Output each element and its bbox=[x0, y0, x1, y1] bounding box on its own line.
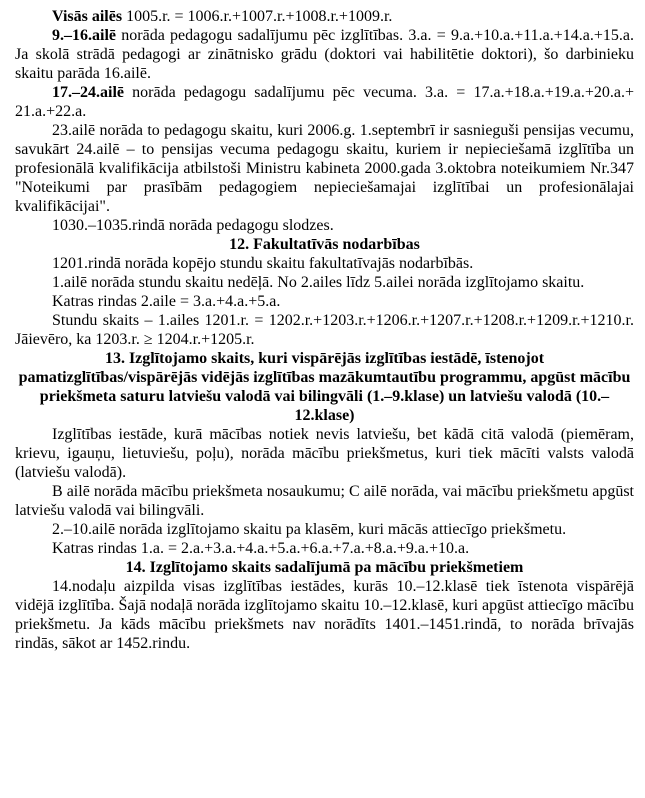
paragraph-katras-rindas-1a: Katras rindas 1.a. = 2.a.+​3.a.+​4.a.+​5.a.+​6.a.+​7.a.+​8.a.+​9.a.+​10.a. bbox=[52, 540, 470, 557]
paragraph-text: norāda pedagogu sadalījumu pēc izglītības. 3.a. = 9.a.+​10.a.+​11.a.+​14.a.+​15.a. Ja skolā strādā pedagogi ar zinātnisko grādu (doktori vai habilitētie doktori), šo darbinieku skaitu parāda 16.ailē. bbox=[15, 27, 634, 82]
paragraph-text: norāda pedagogu sadalījumu pēc vecuma. 3.a. = 17.a.+​18.a.+​19.a.+​20.a.+​21.a.+​22.a. bbox=[15, 84, 634, 120]
paragraph-b-aile-c-aile: B ailē norāda mācību priekšmeta nosaukumu; C ailē norāda, vai mācību priekšmetu apgūst latviešu valodā vai bilingvāli. bbox=[15, 483, 634, 519]
paragraph-9-16-aile bbox=[15, 26, 634, 83]
section-heading-12: 12. Fakultatīvās nodarbības bbox=[229, 236, 420, 253]
section-heading-13: 13. Izglītojamo skaits, kuri vispārējās izglītības iestādē, īstenojot pamatizglītības/vispārējās vidējās izglītības mazākumtautību programmu, apgūst mācību priekšmeta saturu latviešu valodā vai bilingvāli (1.–9.klase) un latviešu valodā (10.–12.klase) bbox=[18, 350, 631, 424]
bold-lead: 17.–24.ailē bbox=[52, 84, 124, 101]
paragraph-stundu-skaits: Stundu skaits – 1.ailes 1201.r. = 1202.r.+​1203.r.+​1206.r.+​1207.r.+​1208.r.+​1209.r.+​1210.r. Jāievēro, ka 1203.r. ≥ 1204.r.+1205.r. bbox=[15, 312, 634, 348]
paragraph-1201-rinda: 1201.rindā norāda kopējo stundu skaitu fakultatīvajās nodarbībās. bbox=[52, 255, 474, 272]
paragraph-2-10-aile: 2.–10.ailē norāda izglītojamo skaitu pa klasēm, kuri mācās attiecīgo priekšmetu. bbox=[52, 521, 567, 538]
paragraph-text: 1005.r. = 1006.r.+1007.r.+1008.r.+1009.r. bbox=[122, 8, 393, 25]
paragraph-visas-ailes bbox=[15, 7, 634, 26]
paragraph-1-aile: 1.ailē norāda stundu skaitu nedēļā. No 2.ailes līdz 5.ailei norāda izglītojamo skaitu. bbox=[52, 274, 585, 291]
bold-lead: Visās ailēs bbox=[52, 8, 123, 25]
paragraph-23-aile: 23.ailē norāda to pedagogu skaitu, kuri 2006.g. 1.septembrī ir sasnieguši pensijas vecumu, savukārt 24.ailē – to pensijas vecuma pedagogu skaitu, kuriem ir nepieciešamā izglītība un profesionālā kvalifikācija atbilstoši Ministru kabineta 2000.gada 3.oktobra noteikumiem Nr.347 "Noteikumi par prasībām pedagogiem nepieciešamajai izglītībai un profesionālajai kvalifikācijai". bbox=[15, 122, 634, 215]
paragraph-1030-1035-rinda: 1030.–1035.rindā norāda pedagogu slodzes. bbox=[52, 217, 334, 234]
bold-lead: 9.–16.ailē bbox=[52, 27, 116, 44]
paragraph-17-24-aile bbox=[15, 83, 634, 121]
paragraph-14-nodalu: 14.nodaļu aizpilda visas izglītības iestādes, kurās 10.–12.klasē tiek īstenota vispārējā vidējā izglītība. Šajā nodaļā norāda izglītojamo skaitu 10.–12.klasē, kuri apgūst attiecīgo mācību priekšmetu. Ja kāds mācību priekšmets nav norādīts 1401.–1451.rindā, to norāda brīvajās rindās, sākot ar 1452.rindu. bbox=[15, 578, 634, 652]
paragraph-izglitibas-iestade: Izglītības iestāde, kurā mācības notiek nevis latviešu, bet kādā citā valodā (piemēram, krievu, igauņu, lietuviešu, poļu), norāda mācību priekšmetus, kuri tiek mācīti valsts valodā (latviešu valodā). bbox=[15, 426, 634, 481]
paragraph-katras-rindas-2aile: Katras rindas 2.aile = 3.a.+4.a.+5.a. bbox=[52, 293, 281, 310]
section-heading-14: 14. Izglītojamo skaits sadalījumā pa mācību priekšmetiem bbox=[125, 559, 524, 576]
